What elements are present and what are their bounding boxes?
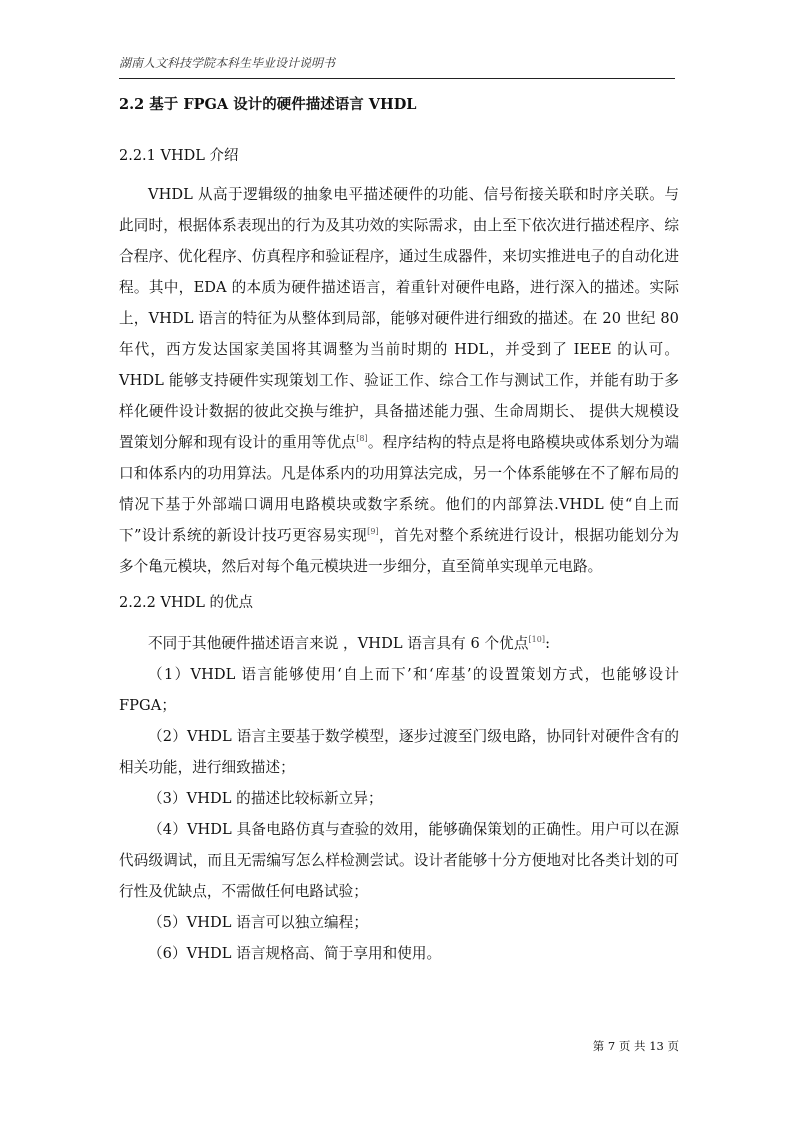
advantage-item-3: （3）VHDL 的描述比较标新立异； [148, 790, 383, 807]
advantage-item-4: （4）VHDL 具备电路仿真与查验的效用，能够确保策划的正确性。用户可以在源代码级调试，而且无需编写怎么样检测尝试。设计者能够十分方便地对比各类计划的可行性及优缺点，不需做任何电路试验； [119, 821, 679, 900]
header-title: 湖南人文科技学院本科生毕业设计说明书 [119, 56, 336, 70]
section-heading: 2.2 基于 FPGA 设计的硬件描述语言 VHDL [119, 96, 417, 113]
advantage-item-1: （1）VHDL 语言能够使用‘自上而下’和‘库基’的设置策划方式，也能够设计 FPGA； [119, 666, 679, 714]
advantages-intro-text: 不同于其他硬件描述语言来说 ，VHDL 语言具有 6 个优点 [148, 635, 529, 652]
intro-text-part3: ，首先对整个系统进行设计，根据功能划分为多个亀元模块，然后对每个亀元模块进一步细分，直至简单实现单元电路。 [119, 527, 679, 575]
document-body [119, 94, 679, 969]
advantages-intro-colon: : [545, 635, 551, 652]
advantages-intro [119, 628, 679, 659]
advantage-item-6: （6）VHDL 语言规格高、简于享用和使用。 [148, 945, 442, 962]
advantage-item-2: （2）VHDL 语言主要基于数学模型，逐步过渡至门级电路，协同针对硬件含有的相关功能，进行细致描述； [119, 728, 679, 776]
citation-8: [8] [356, 434, 368, 444]
page-header [119, 54, 675, 79]
intro-text-part2: 。程序结构的特点是将电路模块或体系划分为端口和体系内的功用算法。凡是体系内的功用算法完成，另一个体系能够在不了解布局的情况下基于外部端口调用电路模块或数字系统。他们的内部算法.VHDL 使“自上而下”设计系统的新设计技巧更容易实现 [119, 434, 679, 544]
citation-10: [10] [528, 635, 546, 645]
intro-paragraph [119, 179, 679, 582]
intro-text-part1: VHDL 从高于逻辑级的抽象电平描述硬件的功能、信号衔接关联和时序关联。与此同时，根据体系表现出的行为及其功效的实际需求，由上至下依次进行描述程序、综合程序、优化程序、仿真程序和验证程序，通过生成器件，来切实推进电子的自动化进程。其中，EDA 的本质为硬件描述语言，着重针对硬件电路，进行深入的描述。实际上，VHDL 语言的特征为从整体到局部，能够对硬件进行细致的描述。在 20 世纪 80 年代，西方发达国家美国将其调整为当前时期的 HDL，并受到了 IEEE 的认可。VHDL 能够支持硬件实现策划工作、验证工作、综合工作与测试工作，并能有助于多样化硬件设计数据的彼此交换与维护，具备描述能力强、生命周期长、 提供大规模设置策划分解和现有设计的重用等优点 [119, 186, 679, 451]
page-number-footer: 第 7 页 共 13 页 [592, 1039, 679, 1053]
citation-9: [9] [367, 527, 379, 537]
subsection-heading-intro: 2.2.1 VHDL 介绍 [119, 148, 239, 164]
advantage-item-5: （5）VHDL 语言可以独立编程； [148, 914, 368, 931]
subsection-heading-advantages: 2.2.2 VHDL 的优点 [119, 595, 253, 611]
